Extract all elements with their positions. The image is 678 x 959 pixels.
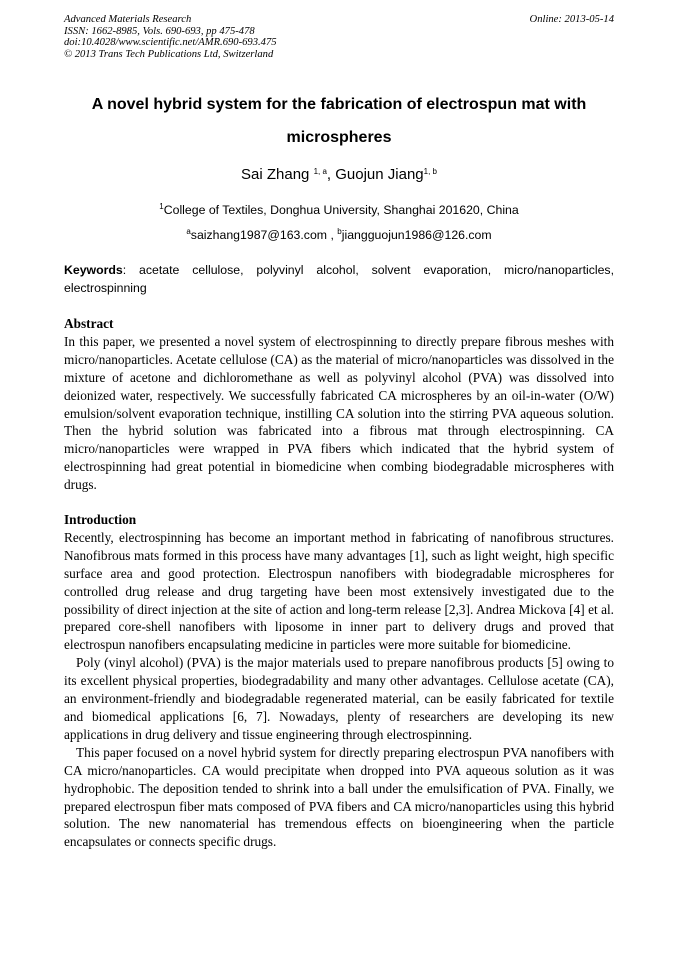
author-name: Guojun Jiang: [335, 166, 424, 183]
introduction-section: [64, 511, 614, 851]
abstract-section: [64, 315, 614, 494]
paper-title: A novel hybrid system for the fabrication of electrospun mat with microspheres: [91, 96, 587, 146]
paragraph: Poly (vinyl alcohol) (PVA) is the major materials used to prepare nanofibrous products [5] owing to its excellent physical properties, biodegradability and many other advantages. Cellulose acetate (CA), an environment-friendly and biodegradable regenerated material, can be easily fabricated for textile and biomedical applications [6, 7]. Nowadays, plenty of researchers are developing its new applications in drug delivery and tissue engineering through electrospinning.: [64, 655, 614, 742]
email-sup: a: [186, 227, 191, 236]
author-sup: 1, b: [423, 167, 437, 176]
emails: [0, 228, 678, 242]
affiliation-sup: 1: [159, 202, 164, 211]
journal-header: [64, 14, 277, 60]
author-sup: 1, a: [313, 167, 327, 176]
affiliation-text: College of Textiles, Donghua University, Shanghai 201620, China: [163, 203, 519, 217]
keywords-text: : acetate cellulose, polyvinyl alcohol, solvent evaporation, micro/nanoparticles, electrospinning: [64, 263, 614, 295]
abstract-text: In this paper, we presented a novel system of electrospinning to directly prepare fibrous meshes with micro/nanoparticles. Acetate cellulose (CA) as the material of micro/nanoparticles was dissolved in the mixture of acetone and dichloromethane as well as polyvinyl alcohol (PVA) was dissolved into deionized water, respectively. We successfully fabricated CA microspheres by an oil-in-water (O/W) emulsion/solvent evaporation technique, instilling CA solution into the stirring PVA aqueous solution. Then the hybrid solution was fabricated into a fibrous mat through electrospinning. CA micro/nanoparticles were wrapped in PVA fibers which indicated that the hybrid system of electrospinning had great potential in biomedicine when combing biodegradable microspheres with drugs.: [64, 333, 614, 493]
separator: ,: [326, 166, 336, 183]
copyright: © 2013 Trans Tech Publications Ltd, Switzerland: [64, 48, 274, 60]
keywords: [64, 262, 614, 297]
author-name: Sai Zhang: [241, 166, 310, 183]
online-date: Online: 2013-05-14: [529, 14, 614, 25]
paragraph: This paper focused on a novel hybrid system for directly preparing electrospun PVA nanofibers with CA micro/nanoparticles. CA would precipitate when dropped into PVA aqueous solution as it was hydrophobic. The deposition tended to shrink into a ball under the emulsification of PVA. Finally, we prepared electrospun fiber mats composed of PVA fibers and CA micro/nanoparticles using this hybrid solution. The new nanomaterial has tremendous effects on bioengineering when the particle encapsulates or connects specific drugs.: [64, 744, 614, 850]
journal-name: Advanced Materials Research: [64, 14, 192, 25]
keywords-label: Keywords: [64, 263, 123, 277]
email-link[interactable]: jiangguojun1986@126.com: [341, 228, 492, 242]
section-heading: Introduction: [64, 512, 137, 527]
email-sup: b: [337, 227, 342, 236]
affiliation: [0, 203, 678, 217]
email-link[interactable]: saizhang1987@163.com: [190, 228, 328, 242]
issn: ISSN: 1662-8985, Vols. 690-693, pp 475-478: [64, 25, 255, 37]
separator: ,: [327, 228, 338, 242]
doi: doi:10.4028/www.scientific.net/AMR.690-693.475: [64, 37, 277, 49]
paragraph: Recently, electrospinning has become an important method in fabricating of nanofibrous structures. Nanofibrous mats formed in this process have many advantages [1], such as light weight, high specific surface area and good protection. Electrospun nanofibers with biodegradable microspheres for controlled drug release and drug targeting have been most extensively investigated due to the possibility of direct injection at the site of action and long-term release [2,3]. Andrea Mickova [4] et al. prepared core-shell nanofibers with liposome in inner part to delivery drugs and proved that electrospun nanofibers encapsulating medicine in particles were more suitable for biomedicine.: [64, 529, 614, 653]
authors: [0, 166, 678, 183]
section-heading: Abstract: [64, 316, 114, 331]
